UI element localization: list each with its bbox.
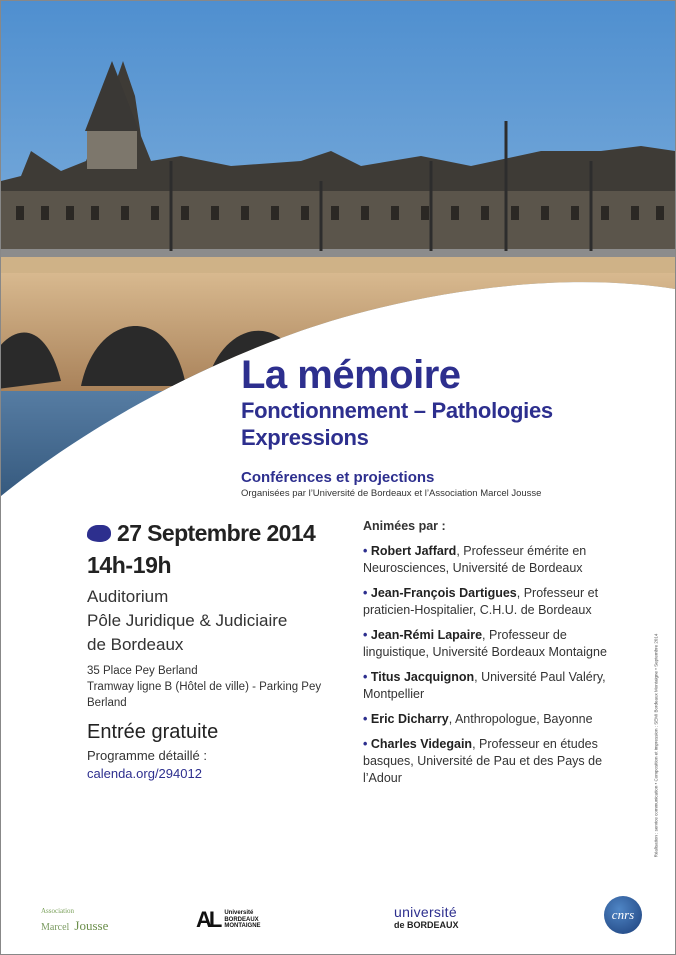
bullet-icon: • xyxy=(363,670,368,684)
speaker-name: Eric Dicharry xyxy=(370,712,449,726)
event-info xyxy=(87,517,357,783)
address-line: 35 Place Pey Berland xyxy=(87,665,198,677)
speaker-item xyxy=(363,627,613,661)
bullet-icon: • xyxy=(363,737,368,751)
address-line: Tramway ligne B (Hôtel de ville) - Parking Pey xyxy=(87,681,322,693)
logo-ub-line1: université xyxy=(394,904,457,920)
speaker-name: Jean-Rémi Lapaire xyxy=(370,628,483,642)
bullet-icon: • xyxy=(363,628,368,642)
logo-cnrs xyxy=(604,896,642,934)
logo-jousse-line2: Marcel xyxy=(41,922,70,933)
programme-label: Programme détaillé : xyxy=(87,748,207,763)
speaker-name: Titus Jacquignon xyxy=(370,670,475,684)
logo-cnrs-text: cnrs xyxy=(611,907,635,922)
speaker-desc: , Université Paul Valéry, Montpellier xyxy=(363,670,606,701)
logo-ub-line2: de BORDEAUX xyxy=(394,920,459,930)
ubm-mark-icon: AL xyxy=(196,907,220,932)
venue-line: Pôle Juridique & Judiciaire xyxy=(87,611,288,630)
speaker-desc: , Anthropologue, Bayonne xyxy=(448,712,593,726)
speaker-item xyxy=(363,711,613,728)
logo-jousse-line3: Jousse xyxy=(74,918,109,933)
event-time: 14h-19h xyxy=(87,552,172,578)
speaker-desc: , Professeur de linguistique, Université Bordeaux Montaigne xyxy=(363,628,607,659)
speaker-item xyxy=(363,585,613,619)
speaker-desc: , Professeur en études basques, Université de Pau et des Pays de l’Adour xyxy=(363,737,603,785)
address-line: Berland xyxy=(87,697,127,709)
main-title: La mémoire xyxy=(241,353,461,397)
address xyxy=(87,663,357,711)
venue-line: Auditorium xyxy=(87,587,169,606)
bullet-icon: • xyxy=(363,586,368,600)
logo-universite-bordeaux-montaigne xyxy=(196,909,261,931)
speaker-item xyxy=(363,669,613,703)
blob-bullet-icon xyxy=(87,525,111,542)
subtitle-line-2: Expressions xyxy=(241,425,369,450)
subtitle-line-1: Fonctionnement – Pathologies xyxy=(241,398,553,423)
event-date: 27 Septembre 2014 xyxy=(117,520,316,546)
speaker-name: Robert Jaffard xyxy=(370,544,457,558)
speaker-name: Charles Videgain xyxy=(370,737,473,751)
speaker-item xyxy=(363,543,613,577)
venue-line: de Bordeaux xyxy=(87,635,184,654)
bullet-icon: • xyxy=(363,544,368,558)
logo-ubm-line2: BORDEAUX xyxy=(224,916,259,923)
speaker-item xyxy=(363,736,613,787)
entry-free: Entrée gratuite xyxy=(87,721,219,743)
bullet-icon: • xyxy=(363,712,368,726)
speakers-heading: Animées par : xyxy=(363,519,446,533)
print-credit xyxy=(651,633,661,863)
venue xyxy=(87,585,357,657)
print-credit-text: Réalisation : service communication • Composition et impression : SEMI Bordeaux Montaigne • Septembre 2014 xyxy=(653,633,659,858)
speaker-desc: , Professeur et praticien-Hospitalier, C.H.U. de Bordeaux xyxy=(363,586,599,617)
logo-universite-de-bordeaux xyxy=(394,905,459,930)
logo-association-marcel-jousse xyxy=(41,907,116,934)
speaker-desc: , Professeur émérite en Neurosciences, Université de Bordeaux xyxy=(363,544,587,575)
speaker-name: Jean-François Dartigues xyxy=(370,586,517,600)
conferences-heading: Conférences et projections xyxy=(241,469,435,486)
logo-ubm-line1: Université xyxy=(224,910,254,917)
programme-link[interactable]: calenda.org/294012 xyxy=(87,766,202,781)
logo-ubm-line3: MONTAIGNE xyxy=(224,923,261,930)
title-block xyxy=(241,353,661,500)
speakers-list xyxy=(363,519,613,795)
date-row xyxy=(87,517,357,549)
organisers-line: Organisées par l’Université de Bordeaux et l’Association Marcel Jousse xyxy=(241,488,542,499)
logo-jousse-line1: Association xyxy=(41,907,75,915)
